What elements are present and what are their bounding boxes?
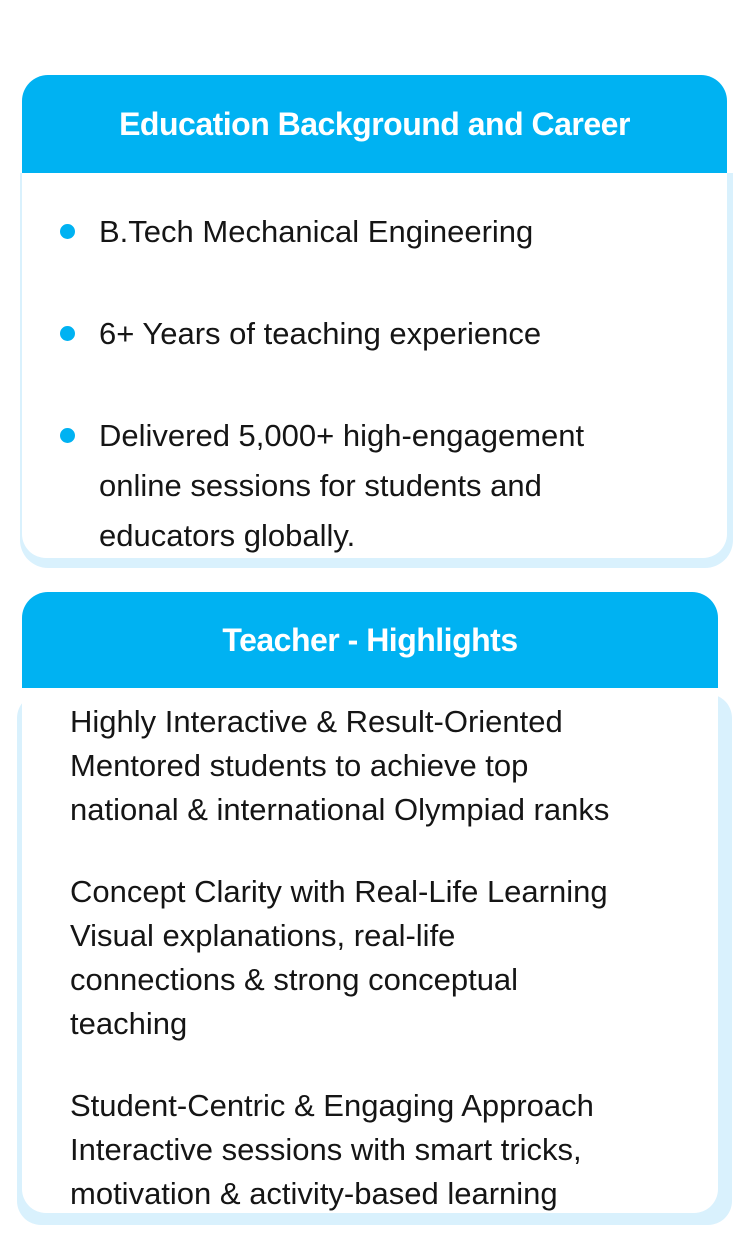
bullet-item <box>60 411 703 561</box>
bullet-item <box>60 207 703 257</box>
text-line: B.Tech Mechanical Engineering <box>99 214 534 249</box>
education-card-title: Education Background and Career <box>119 105 630 142</box>
highlights-card-header <box>22 592 718 688</box>
text-line: connections & strong conceptual <box>70 962 519 997</box>
bullet-text <box>99 309 541 359</box>
highlights-card-title: Teacher - Highlights <box>222 621 518 658</box>
text-line: Student-Centric & Engaging Approach <box>70 1088 594 1123</box>
education-card-body-wrap <box>22 173 727 558</box>
highlight-paragraph <box>70 870 712 1046</box>
bullet-dot-icon <box>60 224 75 239</box>
bullet-dot-icon <box>60 428 75 443</box>
text-line: motivation & activity-based learning <box>70 1176 558 1211</box>
education-card-header <box>22 75 727 173</box>
text-line: Visual explanations, real-life <box>70 918 456 953</box>
text-line: 6+ Years of teaching experience <box>99 316 542 351</box>
education-card <box>22 75 727 558</box>
bullet-item <box>60 309 703 359</box>
text-line: national & international Olympiad ranks <box>70 792 610 827</box>
bullet-text <box>99 411 584 561</box>
education-card-body <box>22 173 727 558</box>
bullet-text <box>99 207 533 257</box>
text-line: Mentored students to achieve top <box>70 748 529 783</box>
text-line: Highly Interactive & Result-Oriented <box>70 704 563 739</box>
highlight-paragraph <box>70 1084 712 1216</box>
text-line: online sessions for students and <box>99 468 542 503</box>
bullet-dot-icon <box>60 326 75 341</box>
highlights-card-body <box>22 688 718 1213</box>
text-line: Delivered 5,000+ high-engagement <box>99 418 585 453</box>
text-line: Interactive sessions with smart tricks, <box>70 1132 582 1167</box>
highlights-card-body-wrap <box>22 688 718 1213</box>
highlights-card <box>22 592 718 1213</box>
text-line: Concept Clarity with Real-Life Learning <box>70 874 608 909</box>
text-line: teaching <box>70 1006 188 1041</box>
highlight-paragraph <box>70 700 712 832</box>
text-line: educators globally. <box>99 518 356 553</box>
